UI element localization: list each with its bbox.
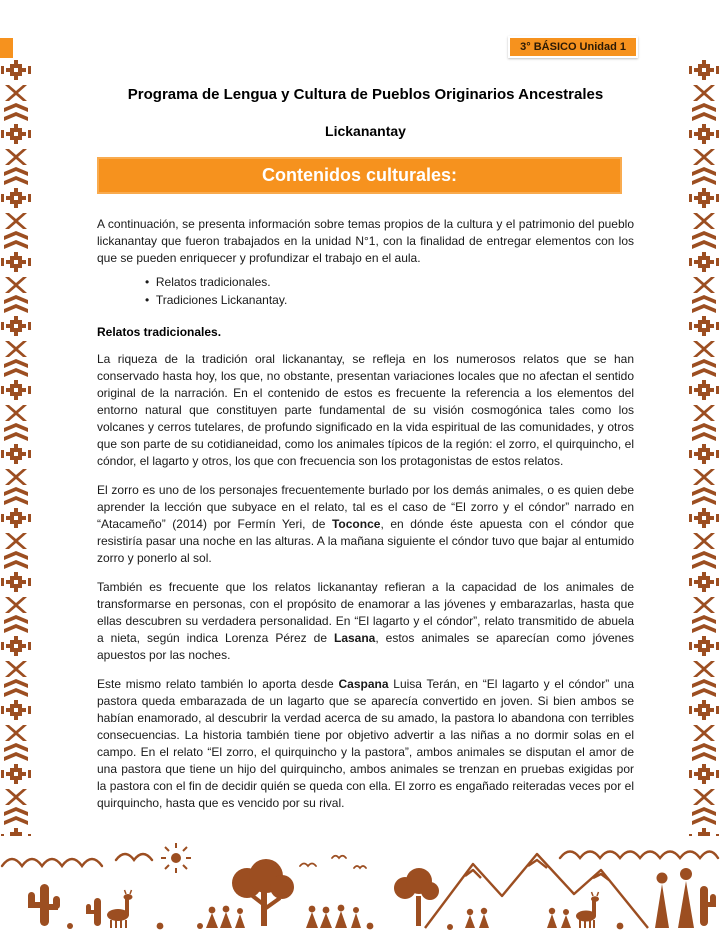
program-title: Programa de Lengua y Cultura de Pueblos Originarios Ancestrales — [127, 86, 604, 103]
section-heading: Relatos tradicionales. — [97, 325, 222, 339]
left-textile-border-pattern — [1, 58, 31, 932]
culture-name: Lickanantay — [325, 123, 406, 139]
body-paragraph-2: El zorro es uno de los personajes frecuentemente burlado por los demás animales, o es quien debe aprender la lección que subyace en el relato, tal es el caso de “El zorro y el cóndor” narrado en “Atacameño” (2014) por Fermín Yeri, de Toconce, en dónde éste apuesta con el cóndor que resistiría pasar una noche en las alturas. A la mañana siguiente el cóndor tuvo que bajar al entumido zorro y ponerlo al sol. — [97, 483, 634, 565]
body-paragraph-1: La riqueza de la tradición oral lickanantay, se refleja en los numerosos relatos que se han conservado hasta hoy, los que, no obstante, presentan variaciones locales que no afectan el sentido original de la narración. En el contenido de estos es frecuente la referencia a los elementos del entorno natural que constituyen parte fundamental de su visión cosmogónica tales como los volcanes y cerros tutelares, de profundo significado en la vida espiritual de las comunidades, y otros que son parte de su cotidianeidad, como los animales típicos de la región: el zorro, el quirquincho, el cóndor, el lagarto y otros, los que con frecuencia son los protagonistas de estos relatos. — [97, 352, 634, 468]
right-textile-border-pattern — [689, 58, 719, 932]
list-item-tradiciones: • Tradiciones Lickanantay. — [145, 291, 634, 309]
unit-badge: 3° BÁSICO Unidad 1 — [508, 36, 638, 58]
topics-list — [145, 273, 634, 309]
body-paragraph-4: Este mismo relato también lo aporta desde Caspana Luisa Terán, en “El lagarto y el cóndor” una pastora queda embarazada de un lagarto que se aparecía convertido en joven. Si bien ambos se habían enamorado, al descubrir la verdad acerca de su amado, la pastora lo abandona con terribles consecuencias. La historia también tiene por objetivo advertir a las niñas a no dormir solas en el campo. En el relato “El zorro, el quirquincho y la pastora”, ambos animales se disputan el amor de una pastora que tiene un hijo del quirquincho, ambos animales se trenzan en pruebas exigidas por la pastora con el fin de decidir quién se queda con ella. El zorro es engañado reiteradas veces por el quirquincho, hasta que es vencido por su rival. — [97, 677, 634, 810]
list-item-relatos: • Relatos tradicionales. — [145, 273, 634, 291]
cultural-contents-banner: Contenidos culturales: — [97, 157, 622, 194]
body-paragraph-3: También es frecuente que los relatos lickanantay refieran a la capacidad de los animales de transformarse en personas, con el propósito de enamorar a las jóvenes y embarazarlas, hasta que ellas descubren su verdadera personalidad. En “El lagarto y el cóndor”, relato transmitido de abuela a nieta, según indica Lorenza Pérez de Lasana, estos animales se aparecían como jóvenes apuestos por las noches. — [97, 580, 634, 662]
corner-accent-block — [0, 38, 13, 58]
document-content — [97, 86, 634, 812]
footer-landscape-illustration — [0, 836, 720, 932]
sun-icon — [161, 843, 191, 873]
intro-paragraph: A continuación, se presenta información sobre temas propios de la cultura y el patrimonio del pueblo lickanantay que fueron trabajados en la unidad N°1, con la finalidad de entregar elementos con los que se pueden enriquecer y profundizar el trabajo en el aula. — [97, 217, 634, 265]
